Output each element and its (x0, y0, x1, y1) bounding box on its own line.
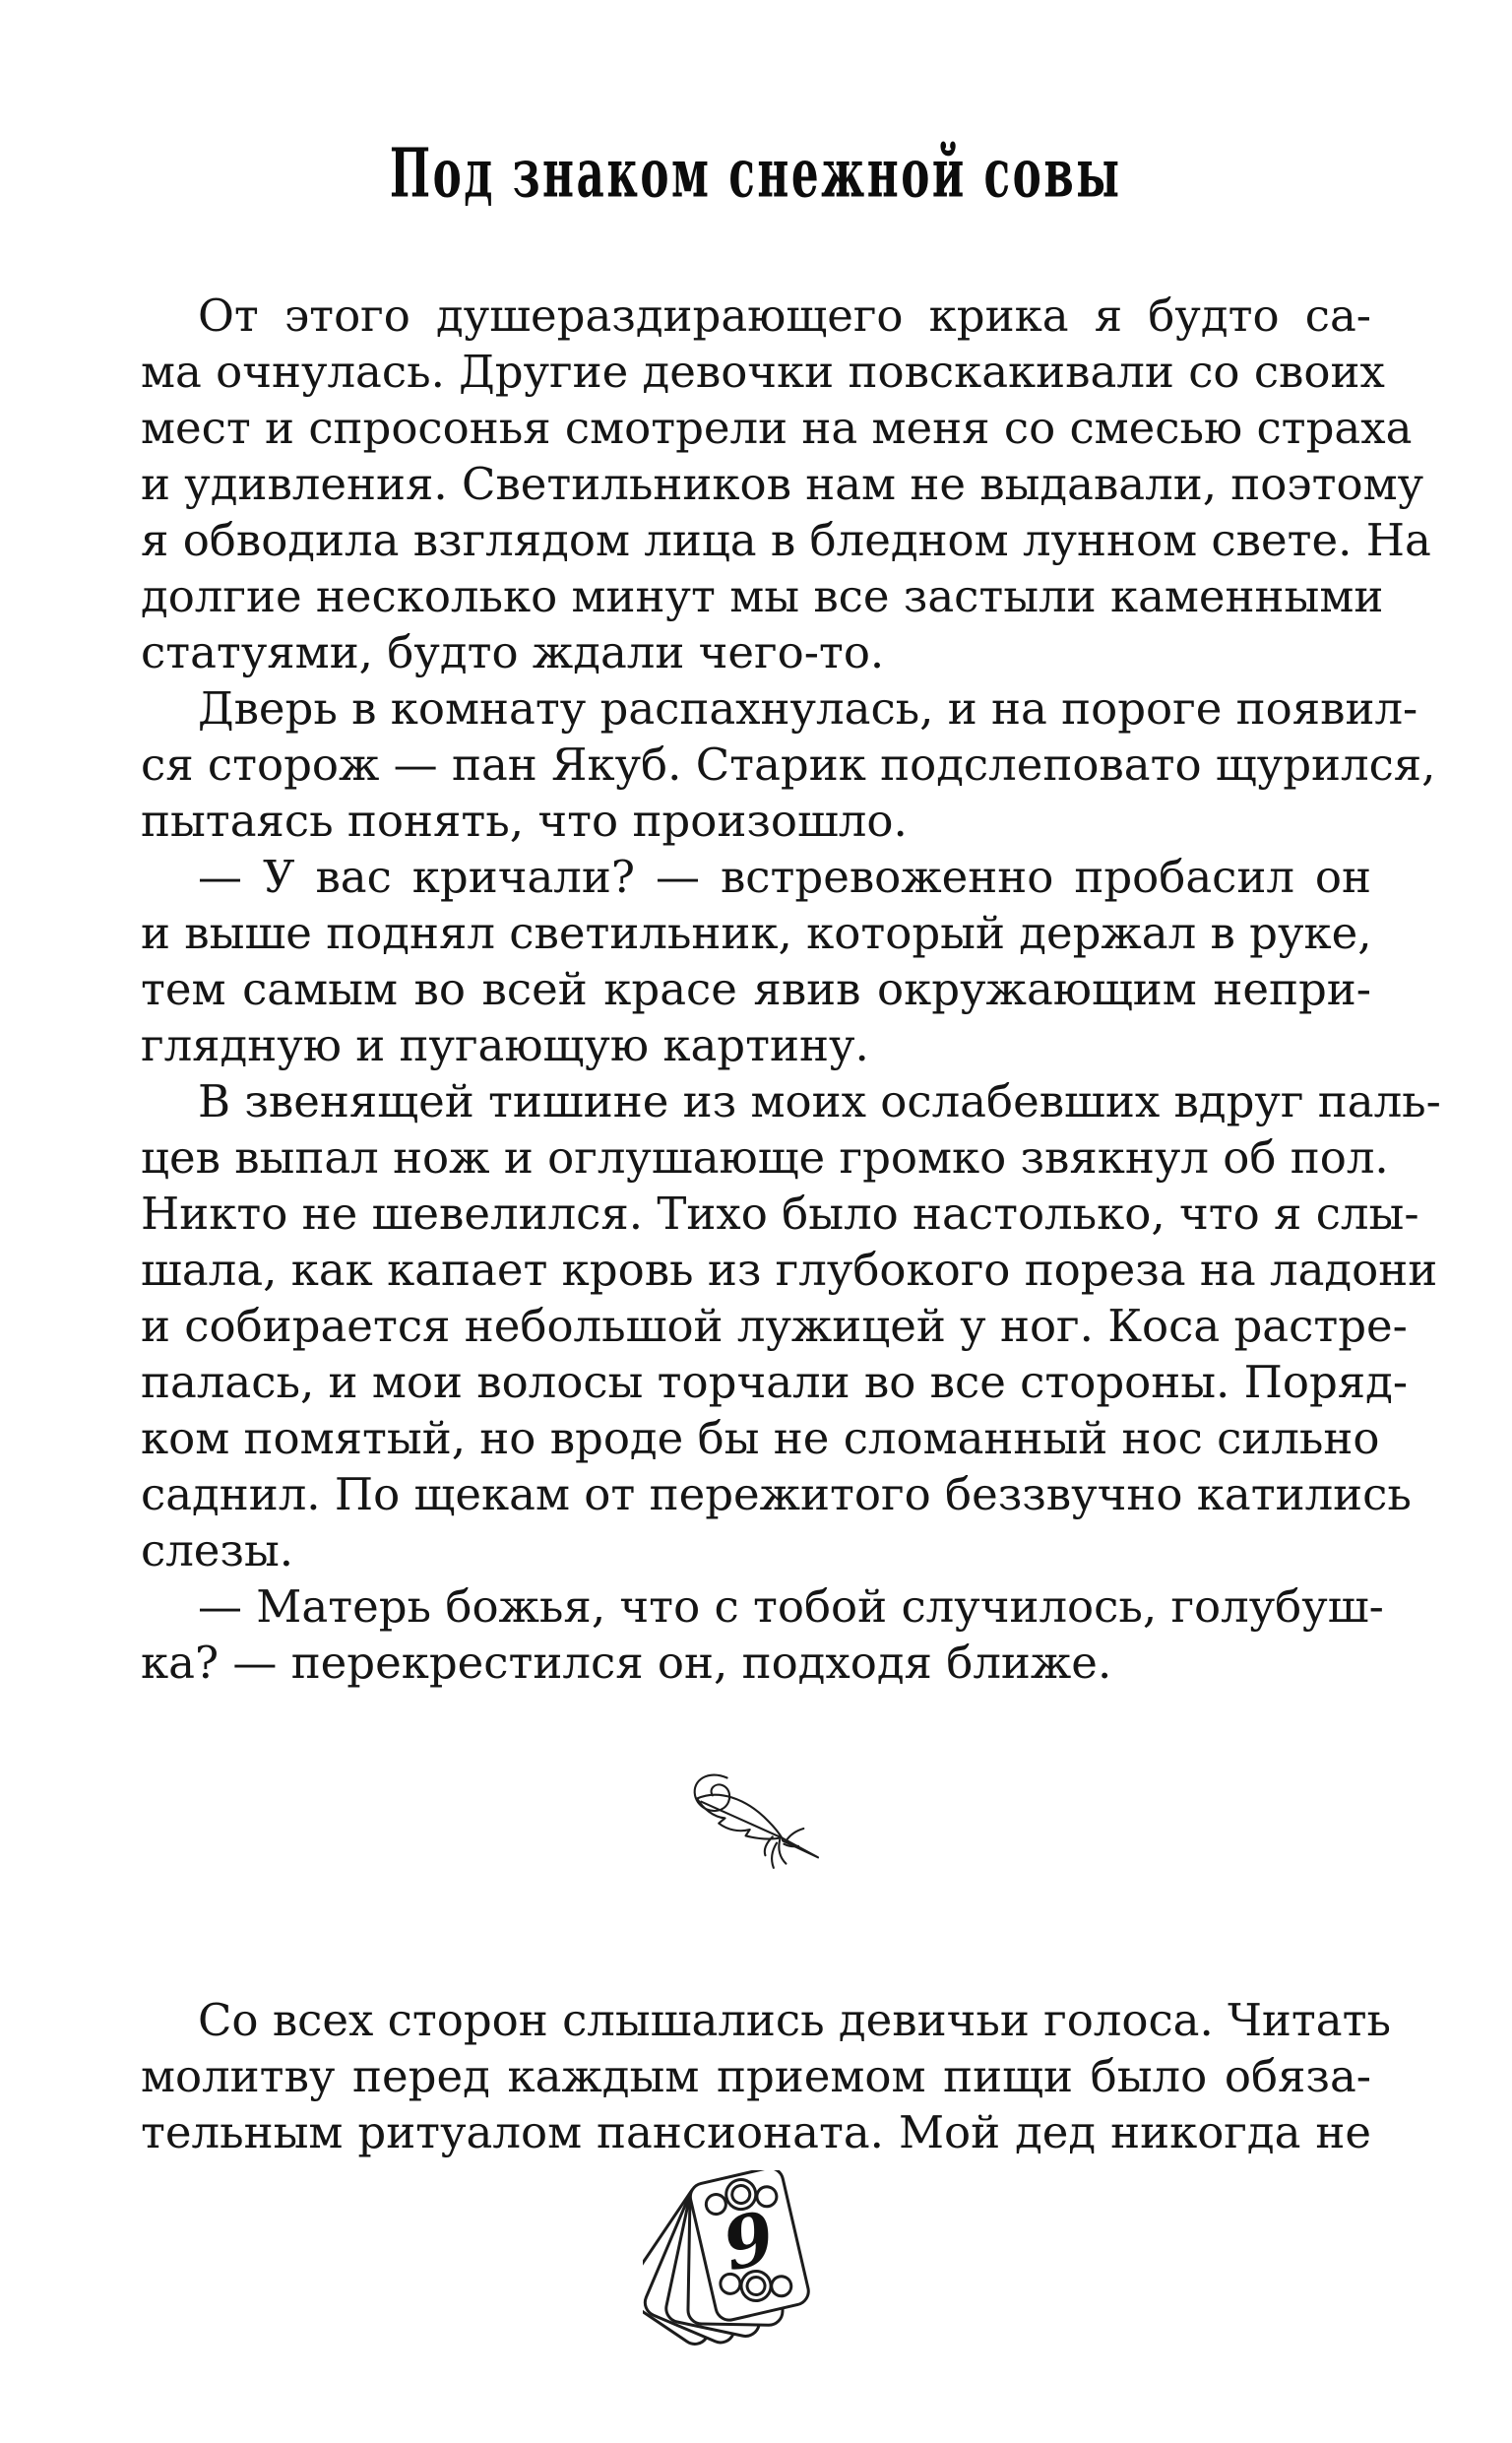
text-line: и собирается небольшой лужицей у ног. Коса растре- (141, 1300, 1408, 1352)
paragraph (141, 680, 1436, 849)
text-line: Со всех сторон слышались девичьи голоса. Читать (198, 1994, 1392, 2046)
text-line: — У вас кричали? — встревоженно пробасил он (198, 851, 1371, 903)
section-divider (141, 1768, 1371, 1896)
text-line: От этого душераздирающего крика я будто са- (198, 289, 1371, 342)
text-line: Дверь в комнату распахнулась, и на пороге появил- (198, 682, 1418, 735)
text-line: палась, и мои волосы торчали во все стороны. Поряд- (141, 1356, 1409, 1408)
text-line: тем самым во всей красе явив окружающим непри- (141, 963, 1371, 1015)
page-footer (141, 2170, 1371, 2383)
text-line: глядную и пугающую картину. (141, 1019, 869, 1071)
text-line: слезы. (141, 1524, 294, 1576)
quill-feather-icon (673, 1768, 839, 1892)
text-line: долгие несколько минут мы все застыли каменными (141, 570, 1384, 622)
body-text-bottom (141, 1992, 1392, 2160)
running-head (141, 0, 1371, 214)
paragraph (141, 288, 1431, 680)
paragraph (141, 1073, 1441, 1578)
page-title: Под знаком снежной совы (390, 134, 1122, 214)
text-line: — Матерь божья, что с тобой случилось, голубуш- (198, 1580, 1384, 1633)
text-line: мест и спросонья смотрели на меня со смесью страха (141, 402, 1413, 454)
text-line: пытаясь понять, что произошло. (141, 795, 908, 847)
text-line: шала, как капает кровь из глубокого пореза на ладони (141, 1244, 1438, 1296)
text-line: статуями, будто ждали чего-то. (141, 626, 885, 678)
text-line: ка? — перекрестился он, подходя ближе. (141, 1637, 1112, 1689)
text-line: Никто не шевелился. Тихо было настолько, что я слы- (141, 1188, 1419, 1240)
text-line: саднил. По щекам от пережитого беззвучно катились (141, 1468, 1412, 1520)
text-line: ся сторож — пан Якуб. Старик подслеповато щурился, (141, 739, 1436, 791)
body-text-top (141, 288, 1441, 1691)
text-line: тельным ритуалом пансионата. Мой дед никогда не (141, 2106, 1371, 2158)
page-number: 9 (715, 2194, 783, 2287)
text-line: и выше поднял светильник, который держал в руке, (141, 907, 1372, 959)
text-line: В звенящей тишине из моих ослабевших вдруг паль- (198, 1075, 1441, 1127)
paragraph (141, 1992, 1392, 2160)
text-line: и удивления. Светильников нам не выдавали, поэтому (141, 458, 1424, 510)
text-line: ком помятый, но вроде бы не сломанный нос сильно (141, 1412, 1380, 1464)
card-fan-ornament (643, 2170, 869, 2379)
text-line: молитву перед каждым приемом пищи было обяза- (141, 2050, 1371, 2102)
paragraph (141, 849, 1371, 1073)
text-line: цев выпал нож и оглушающе громко звякнул об пол. (141, 1131, 1389, 1184)
text-line: я обводила взглядом лица в бледном лунном свете. На (141, 514, 1431, 566)
text-line: ма очнулась. Другие девочки повскакивали со своих (141, 346, 1385, 398)
paragraph (141, 1578, 1384, 1691)
